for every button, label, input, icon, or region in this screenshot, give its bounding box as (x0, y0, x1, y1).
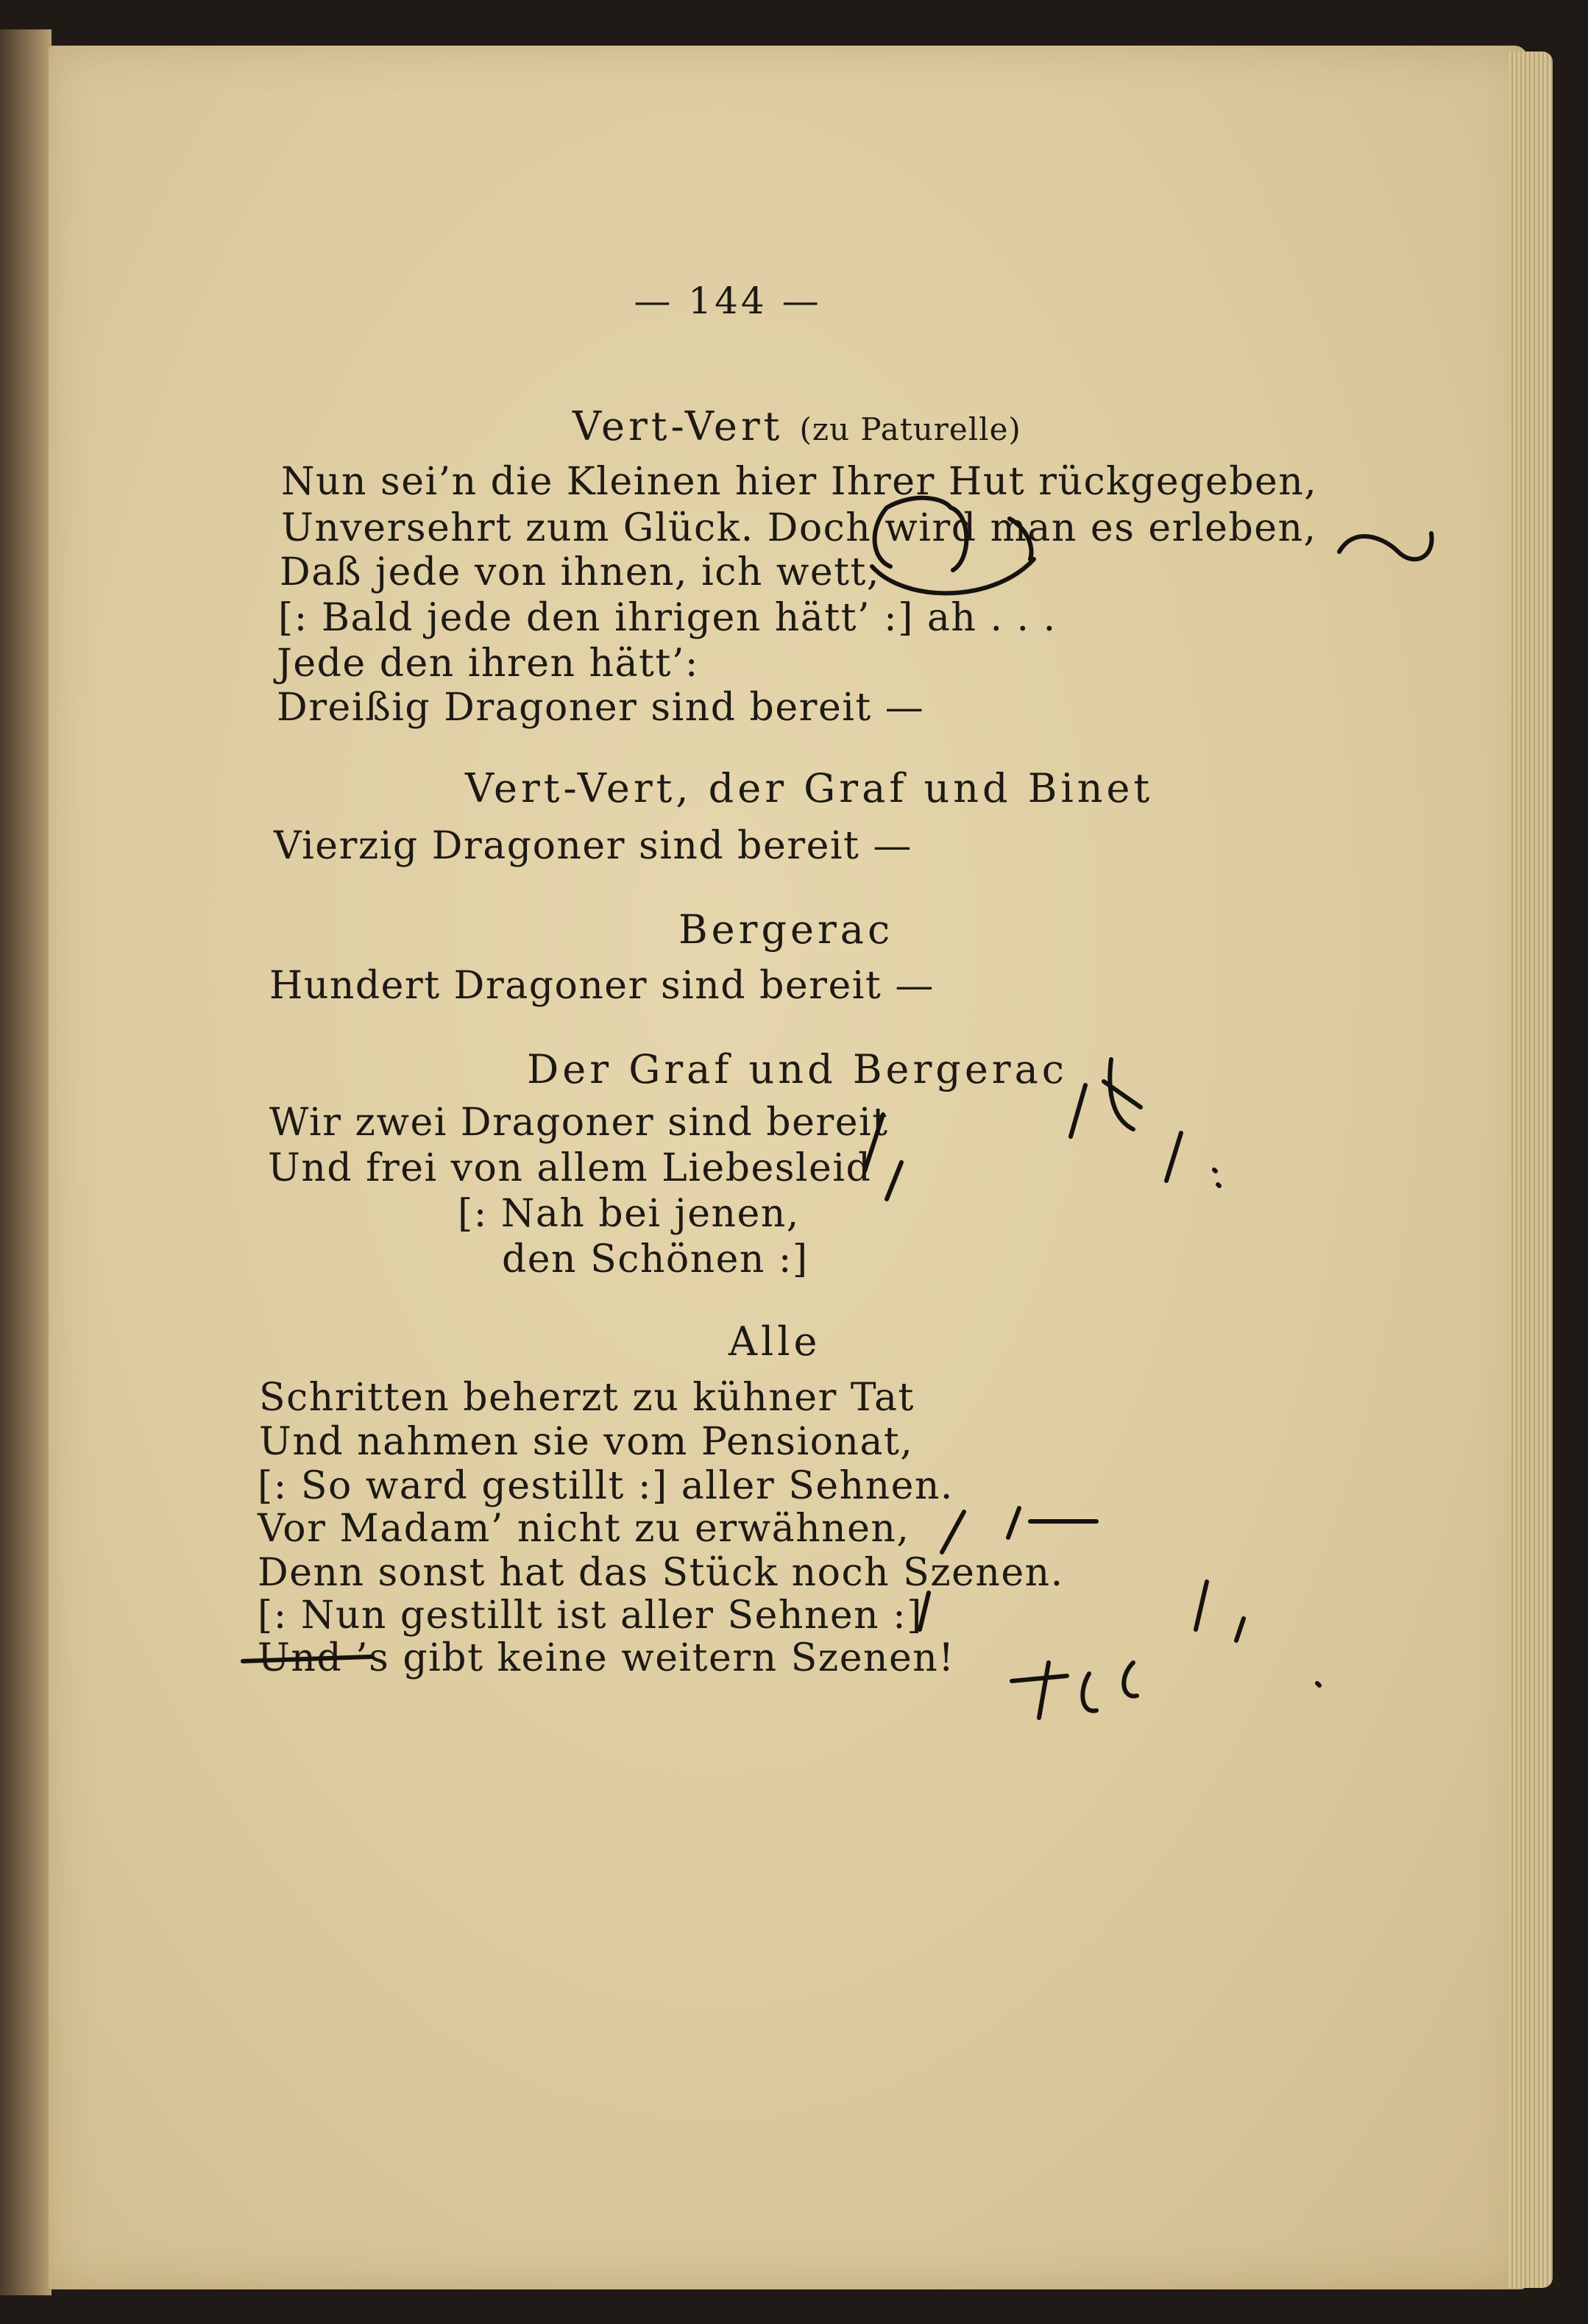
speaker-heading: Vert-Vert, der Graf und Binet (465, 765, 1154, 811)
verse-line: Hundert Dragoner sind bereit — (269, 964, 935, 1008)
speaker-name: Vert-Vert (573, 403, 784, 449)
pen-margin-mark (1071, 1059, 1141, 1137)
speaker-heading: Alle (729, 1318, 821, 1365)
pen-slash-mark (865, 1115, 883, 1171)
verse-line: [: So ward gestillt :] aller Sehnen. (258, 1464, 954, 1508)
pen-margin-mark (1166, 1133, 1219, 1186)
pen-slash-mark (920, 1593, 929, 1630)
pen-tilde-mark (1339, 533, 1432, 559)
pen-margin-mark (1196, 1582, 1244, 1641)
verse-line: Daß jede von ihnen, ich wett, (280, 550, 880, 594)
pen-margin-mark (1012, 1663, 1137, 1718)
pen-slash-mark (887, 1162, 901, 1199)
verse-line: Und ’s gibt keine weitern Szenen! (258, 1636, 955, 1680)
verse-line: Dreißig Dragoner sind bereit — (277, 686, 925, 730)
verse-line: Wir zwei Dragoner sind bereit (269, 1101, 889, 1145)
verse-line: Vierzig Dragoner sind bereit — (274, 824, 912, 868)
pen-margin-mark (1008, 1508, 1096, 1538)
verse-line: Jede den ihren hätt’: (277, 642, 699, 686)
pen-swoop-mark (872, 519, 1034, 593)
speaker-heading: Der Graf und Bergerac (527, 1046, 1068, 1092)
verse-line: [: Nun gestillt ist aller Sehnen :] (258, 1593, 923, 1638)
pen-strikeout-mark (243, 1657, 372, 1661)
speaker-heading: Bergerac (678, 906, 894, 953)
pen-slash-mark (942, 1512, 964, 1552)
pen-circle-mark (875, 498, 967, 570)
verse-line: Nun sei’n die Kleinen hier Ihrer Hut rückgegeben, (281, 460, 1318, 504)
stage-direction: (zu Paturelle) (799, 411, 1021, 447)
verse-line: [: Nah bei jenen, (458, 1192, 800, 1236)
page-number: — 144 — (634, 280, 822, 322)
verse-line: Und nahmen sie vom Pensionat, (259, 1420, 914, 1464)
verse-line: [: Bald jede den ihrigen hätt’ :] ah . . . (278, 596, 1057, 640)
verse-line: Denn sonst hat das Stück noch Szenen. (258, 1551, 1064, 1595)
verse-line: den Schönen :] (502, 1237, 809, 1282)
verse-line: Und frei von allem Liebesleid (268, 1146, 872, 1190)
verse-line: Schritten beherzt zu kühner Tat (259, 1376, 915, 1420)
verse-line: Unversehrt zum Glück. Doch wird man es erleben, (281, 506, 1317, 550)
pen-dot-mark (1317, 1683, 1319, 1685)
verse-line: Vor Madam’ nicht zu erwähnen, (258, 1507, 910, 1551)
